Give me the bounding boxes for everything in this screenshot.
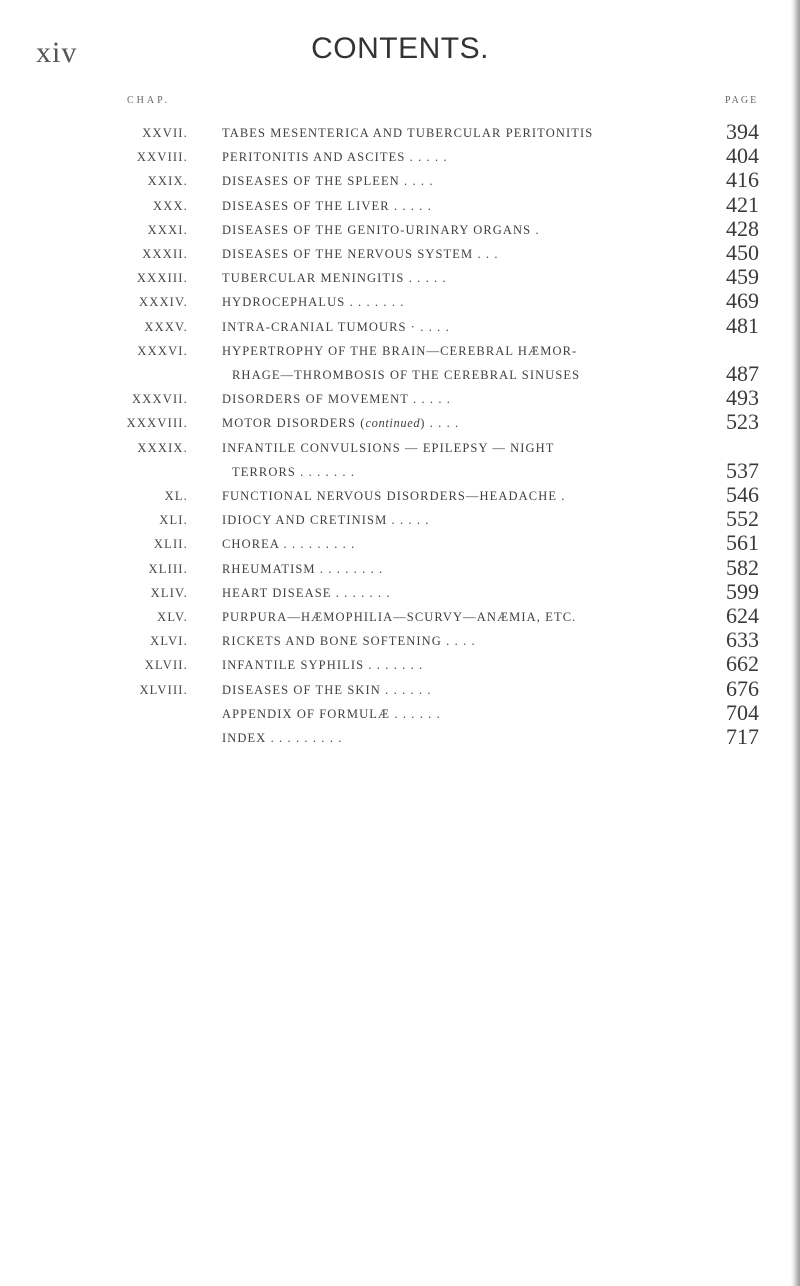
page-number: 717 [726, 724, 759, 749]
chapter-number: XXXII. [142, 247, 188, 261]
toc-entry [0, 167, 800, 195]
chapter-number: XXIX. [147, 174, 188, 189]
toc-entry [0, 312, 800, 341]
page-number: 459 [726, 264, 759, 290]
toc-entry [0, 554, 800, 583]
chapter-title: TABES MESENTERICA AND TUBERCULAR PERITONITIS [222, 126, 594, 140]
toc-entry [0, 603, 800, 631]
page-number: 481 [726, 312, 759, 338]
chapter-number: XXXVI. [137, 343, 188, 358]
toc-entry [0, 506, 800, 534]
toc-entry [0, 143, 800, 171]
page-number: 416 [726, 167, 759, 193]
chapter-number: XLIII. [148, 561, 188, 576]
chapter-title: HEART DISEASE . . . . . . . [222, 585, 391, 600]
toc-entry [0, 699, 800, 728]
page-number: 493 [726, 385, 759, 411]
toc-entry [0, 240, 800, 268]
chapter-number: XLI. [159, 513, 188, 528]
page-number: 523 [726, 409, 759, 435]
toc-entry [0, 119, 800, 147]
page-number: 599 [726, 578, 759, 604]
chapter-title-continuation: RHAGE—THROMBOSIS OF THE CEREBRAL SINUSES [232, 367, 581, 382]
page-number: 582 [726, 554, 759, 580]
chapter-number: XXXIV. [139, 295, 188, 310]
chapter-number: XL. [164, 489, 188, 503]
toc-entry [0, 191, 800, 220]
chapter-title: APPENDIX OF FORMULÆ . . . . . . [222, 706, 441, 721]
chapter-number: XXXVII. [132, 392, 188, 407]
chapter-number: XXXIII. [136, 271, 188, 286]
chapter-title: HYDROCEPHALUS . . . . . . . [222, 295, 405, 310]
page-number: 704 [726, 699, 759, 725]
toc-entry [0, 264, 800, 292]
chapter-title: PURPURA—HÆMOPHILIA—SCURVY—ANÆMIA, ETC. [222, 610, 577, 624]
chapter-title: DISEASES OF THE NERVOUS SYSTEM . . . [222, 247, 499, 261]
page-number: 394 [726, 119, 759, 144]
toc-entry [0, 482, 800, 510]
page-number: 624 [726, 603, 759, 628]
chapter-title: IDIOCY AND CRETINISM . . . . . [222, 513, 430, 528]
toc-entry [0, 530, 800, 558]
chapter-title: HYPERTROPHY OF THE BRAIN—CEREBRAL HÆMOR- [222, 343, 578, 358]
toc-entry [0, 215, 800, 244]
page-column-heading: PAGE [725, 95, 759, 106]
chapter-column-heading: CHAP. [127, 95, 171, 106]
chapter-title: INDEX . . . . . . . . . [222, 731, 343, 745]
chapter-title: RHEUMATISM . . . . . . . . [222, 561, 384, 576]
chapter-number: XLVI. [150, 634, 188, 649]
chapter-title: INTRA-CRANIAL TUMOURS · . . . . [222, 319, 450, 334]
page-number: 421 [726, 191, 759, 217]
page-number: 537 [726, 457, 759, 483]
chapter-title: INFANTILE SYPHILIS . . . . . . . [222, 658, 424, 673]
chapter-title: DISEASES OF THE SPLEEN . . . . [222, 174, 434, 189]
chapter-title: MOTOR DISORDERS (continued) . . . . [222, 416, 460, 431]
chapter-title: PERITONITIS AND ASCITES . . . . . [222, 150, 448, 165]
page-folio: xiv [36, 36, 78, 69]
chapter-number: XXVII. [142, 126, 188, 140]
page-number: 404 [726, 143, 759, 169]
page-number: 428 [726, 215, 759, 241]
toc-entry [0, 675, 800, 704]
chapter-title: DISEASES OF THE SKIN . . . . . . [222, 682, 432, 697]
chapter-number: XLIV. [150, 585, 188, 600]
chapter-number: XLV. [157, 610, 188, 624]
page-number: 487 [726, 360, 759, 386]
chapter-number: XXXV. [144, 319, 188, 334]
chapter-title: RICKETS AND BONE SOFTENING . . . . [222, 634, 476, 649]
chapter-title: CHOREA . . . . . . . . . [222, 537, 356, 552]
page-number: 546 [726, 482, 759, 507]
chapter-number: XLII. [153, 537, 188, 552]
toc-entry [0, 341, 800, 386]
toc-entry [0, 627, 800, 655]
page-number: 552 [726, 506, 759, 532]
chapter-number: XXVIII. [136, 150, 188, 165]
toc-entry [0, 438, 800, 483]
toc-entry [0, 409, 800, 437]
page-number: 633 [726, 627, 759, 653]
toc-entry [0, 385, 800, 413]
chapter-title: TUBERCULAR MENINGITIS . . . . . [222, 271, 447, 286]
chapter-number: XXX. [152, 198, 188, 213]
page-number: 469 [726, 288, 759, 314]
page-number: 450 [726, 240, 759, 265]
chapter-number: XXXVIII. [126, 416, 188, 431]
chapter-title: DISORDERS OF MOVEMENT . . . . . [222, 392, 452, 407]
chapter-number: XXXI. [147, 222, 188, 237]
page-number: 662 [726, 651, 759, 677]
chapter-title: DISEASES OF THE LIVER . . . . . [222, 198, 432, 213]
toc-entry [0, 651, 800, 679]
chapter-title-continuation: TERRORS . . . . . . . [232, 464, 356, 479]
toc-entry [0, 288, 800, 316]
page-number: 676 [726, 675, 759, 701]
chapter-number: XLVII. [144, 658, 188, 673]
chapter-title: INFANTILE CONVULSIONS — EPILEPSY — NIGHT [222, 440, 555, 455]
chapter-number: XXXIX. [137, 440, 188, 455]
toc-entry [0, 724, 800, 752]
chapter-title: FUNCTIONAL NERVOUS DISORDERS—HEADACHE . [222, 489, 566, 503]
page-title: CONTENTS. [311, 32, 489, 65]
toc-entry [0, 578, 800, 607]
page-number: 561 [726, 530, 759, 556]
chapter-number: XLVIII. [139, 682, 188, 697]
chapter-title: DISEASES OF THE GENITO-URINARY ORGANS . [222, 222, 540, 237]
